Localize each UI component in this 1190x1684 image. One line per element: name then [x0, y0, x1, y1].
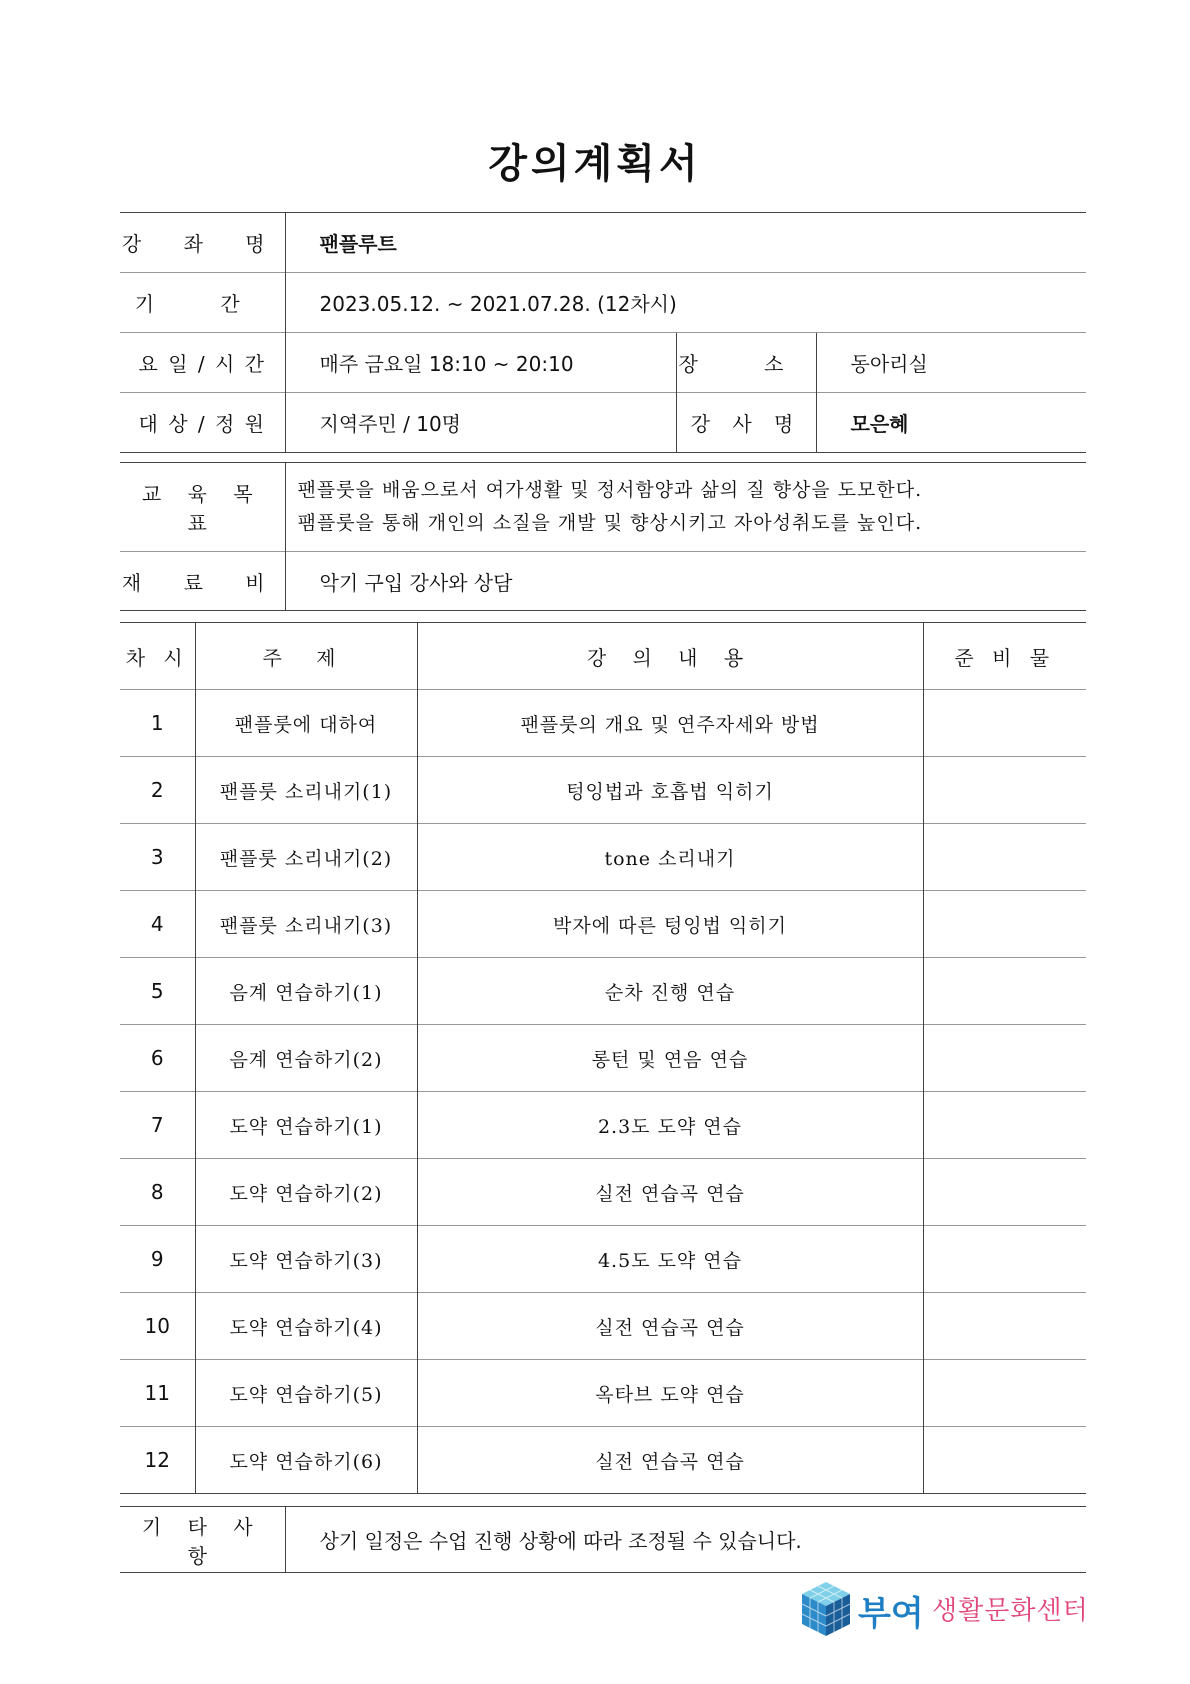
- target-label: 대 상 / 정 원: [120, 393, 285, 453]
- schedule-row: [120, 1360, 1086, 1427]
- schedule-row: [120, 891, 1086, 958]
- header-content: 강 의 내 용: [417, 623, 923, 690]
- session-prep: [923, 1226, 1086, 1293]
- session-number: 2: [120, 757, 195, 824]
- time-value: 매주 금요일 18:10 ~ 20:10: [285, 333, 676, 393]
- session-number: 8: [120, 1159, 195, 1226]
- center-logo: [800, 1578, 1090, 1640]
- session-content: 텅잉법과 호흡법 익히기: [417, 757, 923, 824]
- course-value: 팬플루트: [285, 213, 1086, 273]
- session-number: 9: [120, 1226, 195, 1293]
- session-prep: [923, 1360, 1086, 1427]
- schedule-row: [120, 958, 1086, 1025]
- schedule-row: [120, 757, 1086, 824]
- header-no: 차 시: [125, 645, 189, 670]
- teacher-label: 강 사 명: [676, 393, 816, 453]
- session-topic: 팬플룻 소리내기(1): [195, 757, 417, 824]
- place-label: 장 소: [676, 333, 816, 393]
- material-value: 악기 구입 강사와 상담: [285, 552, 1086, 611]
- notes-row: [120, 1507, 1086, 1573]
- session-topic: 도약 연습하기(6): [195, 1427, 417, 1494]
- material-row: [120, 552, 1086, 611]
- session-prep: [923, 958, 1086, 1025]
- goal-line-1: 팬플룻을 배움으로서 여가생활 및 정서함양과 삶의 질 향상을 도모한다.: [297, 479, 923, 501]
- session-number: 12: [120, 1427, 195, 1494]
- schedule-row: [120, 1293, 1086, 1360]
- session-topic: 도약 연습하기(1): [195, 1092, 417, 1159]
- session-content: 순차 진행 연습: [417, 958, 923, 1025]
- goals-label: 교 육 목 표: [141, 482, 263, 535]
- session-number: 4: [120, 891, 195, 958]
- notes-table: [120, 1506, 1086, 1573]
- target-row: [120, 393, 1086, 453]
- session-prep: [923, 1427, 1086, 1494]
- schedule-row: [120, 1159, 1086, 1226]
- schedule-header: [120, 623, 1086, 690]
- session-content: 팬플룻의 개요 및 연주자세와 방법: [417, 690, 923, 757]
- notes-label: 기 타 사 항: [141, 1514, 263, 1568]
- session-content: 2.3도 도약 연습: [417, 1092, 923, 1159]
- session-topic: 도약 연습하기(2): [195, 1159, 417, 1226]
- session-number: 11: [120, 1360, 195, 1427]
- period-value: 2023.05.12. ~ 2021.07.28. (12차시): [285, 273, 1086, 333]
- course-info-table: [120, 212, 1086, 453]
- session-prep: [923, 757, 1086, 824]
- goals-table: [120, 462, 1086, 611]
- session-prep: [923, 690, 1086, 757]
- session-topic: 음계 연습하기(2): [195, 1025, 417, 1092]
- session-content: 박자에 따른 텅잉법 익히기: [417, 891, 923, 958]
- course-label: 강 좌 명: [121, 232, 283, 256]
- schedule-row: [120, 824, 1086, 891]
- session-topic: 음계 연습하기(1): [195, 958, 417, 1025]
- session-prep: [923, 824, 1086, 891]
- goals-text: [285, 463, 1086, 552]
- session-prep: [923, 1092, 1086, 1159]
- logo-subtitle: 생활문화센터: [932, 1596, 1089, 1626]
- session-content: 실전 연습곡 연습: [417, 1159, 923, 1226]
- course-row: [120, 213, 1086, 273]
- header-prep: 준 비 물: [923, 623, 1086, 690]
- session-number: 10: [120, 1293, 195, 1360]
- target-value: 지역주민 / 10명: [285, 393, 676, 453]
- material-label: 재 료 비: [120, 552, 285, 611]
- goal-line-2: 팸플룻을 통해 개인의 소질을 개발 및 향상시키고 자아성취도를 높인다.: [297, 512, 923, 534]
- session-content: tone 소리내기: [417, 824, 923, 891]
- place-value: 동아리실: [816, 333, 1086, 393]
- session-prep: [923, 1025, 1086, 1092]
- session-prep: [923, 1159, 1086, 1226]
- session-content: 롱턴 및 연음 연습: [417, 1025, 923, 1092]
- teacher-value: 모은혜: [816, 393, 1086, 453]
- session-content: 4.5도 도약 연습: [417, 1226, 923, 1293]
- header-topic: 주 제: [195, 623, 417, 690]
- session-number: 3: [120, 824, 195, 891]
- session-content: 실전 연습곡 연습: [417, 1427, 923, 1494]
- session-topic: 팬플룻 소리내기(2): [195, 824, 417, 891]
- schedule-row: [120, 1092, 1086, 1159]
- session-topic: 도약 연습하기(4): [195, 1293, 417, 1360]
- schedule-row: [120, 1427, 1086, 1494]
- schedule-row: [120, 1226, 1086, 1293]
- session-prep: [923, 891, 1086, 958]
- session-number: 6: [120, 1025, 195, 1092]
- page-title: 강의계획서: [488, 141, 702, 187]
- session-topic: 팬플룻에 대하여: [195, 690, 417, 757]
- logo-name: 부여: [858, 1594, 924, 1634]
- period-label: 기 간: [120, 273, 285, 333]
- schedule-table: [120, 622, 1086, 1494]
- session-topic: 도약 연습하기(3): [195, 1226, 417, 1293]
- session-content: 실전 연습곡 연습: [417, 1293, 923, 1360]
- notes-text: 상기 일정은 수업 진행 상황에 따라 조정될 수 있습니다.: [285, 1507, 1086, 1573]
- session-number: 5: [120, 958, 195, 1025]
- period-row: [120, 273, 1086, 333]
- session-content: 옥타브 도약 연습: [417, 1360, 923, 1427]
- goals-row: [120, 463, 1086, 552]
- schedule-row: [120, 690, 1086, 757]
- schedule-row: [120, 1025, 1086, 1092]
- time-row: [120, 333, 1086, 393]
- session-topic: 팬플룻 소리내기(3): [195, 891, 417, 958]
- session-number: 7: [120, 1092, 195, 1159]
- time-label: 요 일 / 시 간: [120, 333, 285, 393]
- session-topic: 도약 연습하기(5): [195, 1360, 417, 1427]
- session-prep: [923, 1293, 1086, 1360]
- session-number: 1: [120, 690, 195, 757]
